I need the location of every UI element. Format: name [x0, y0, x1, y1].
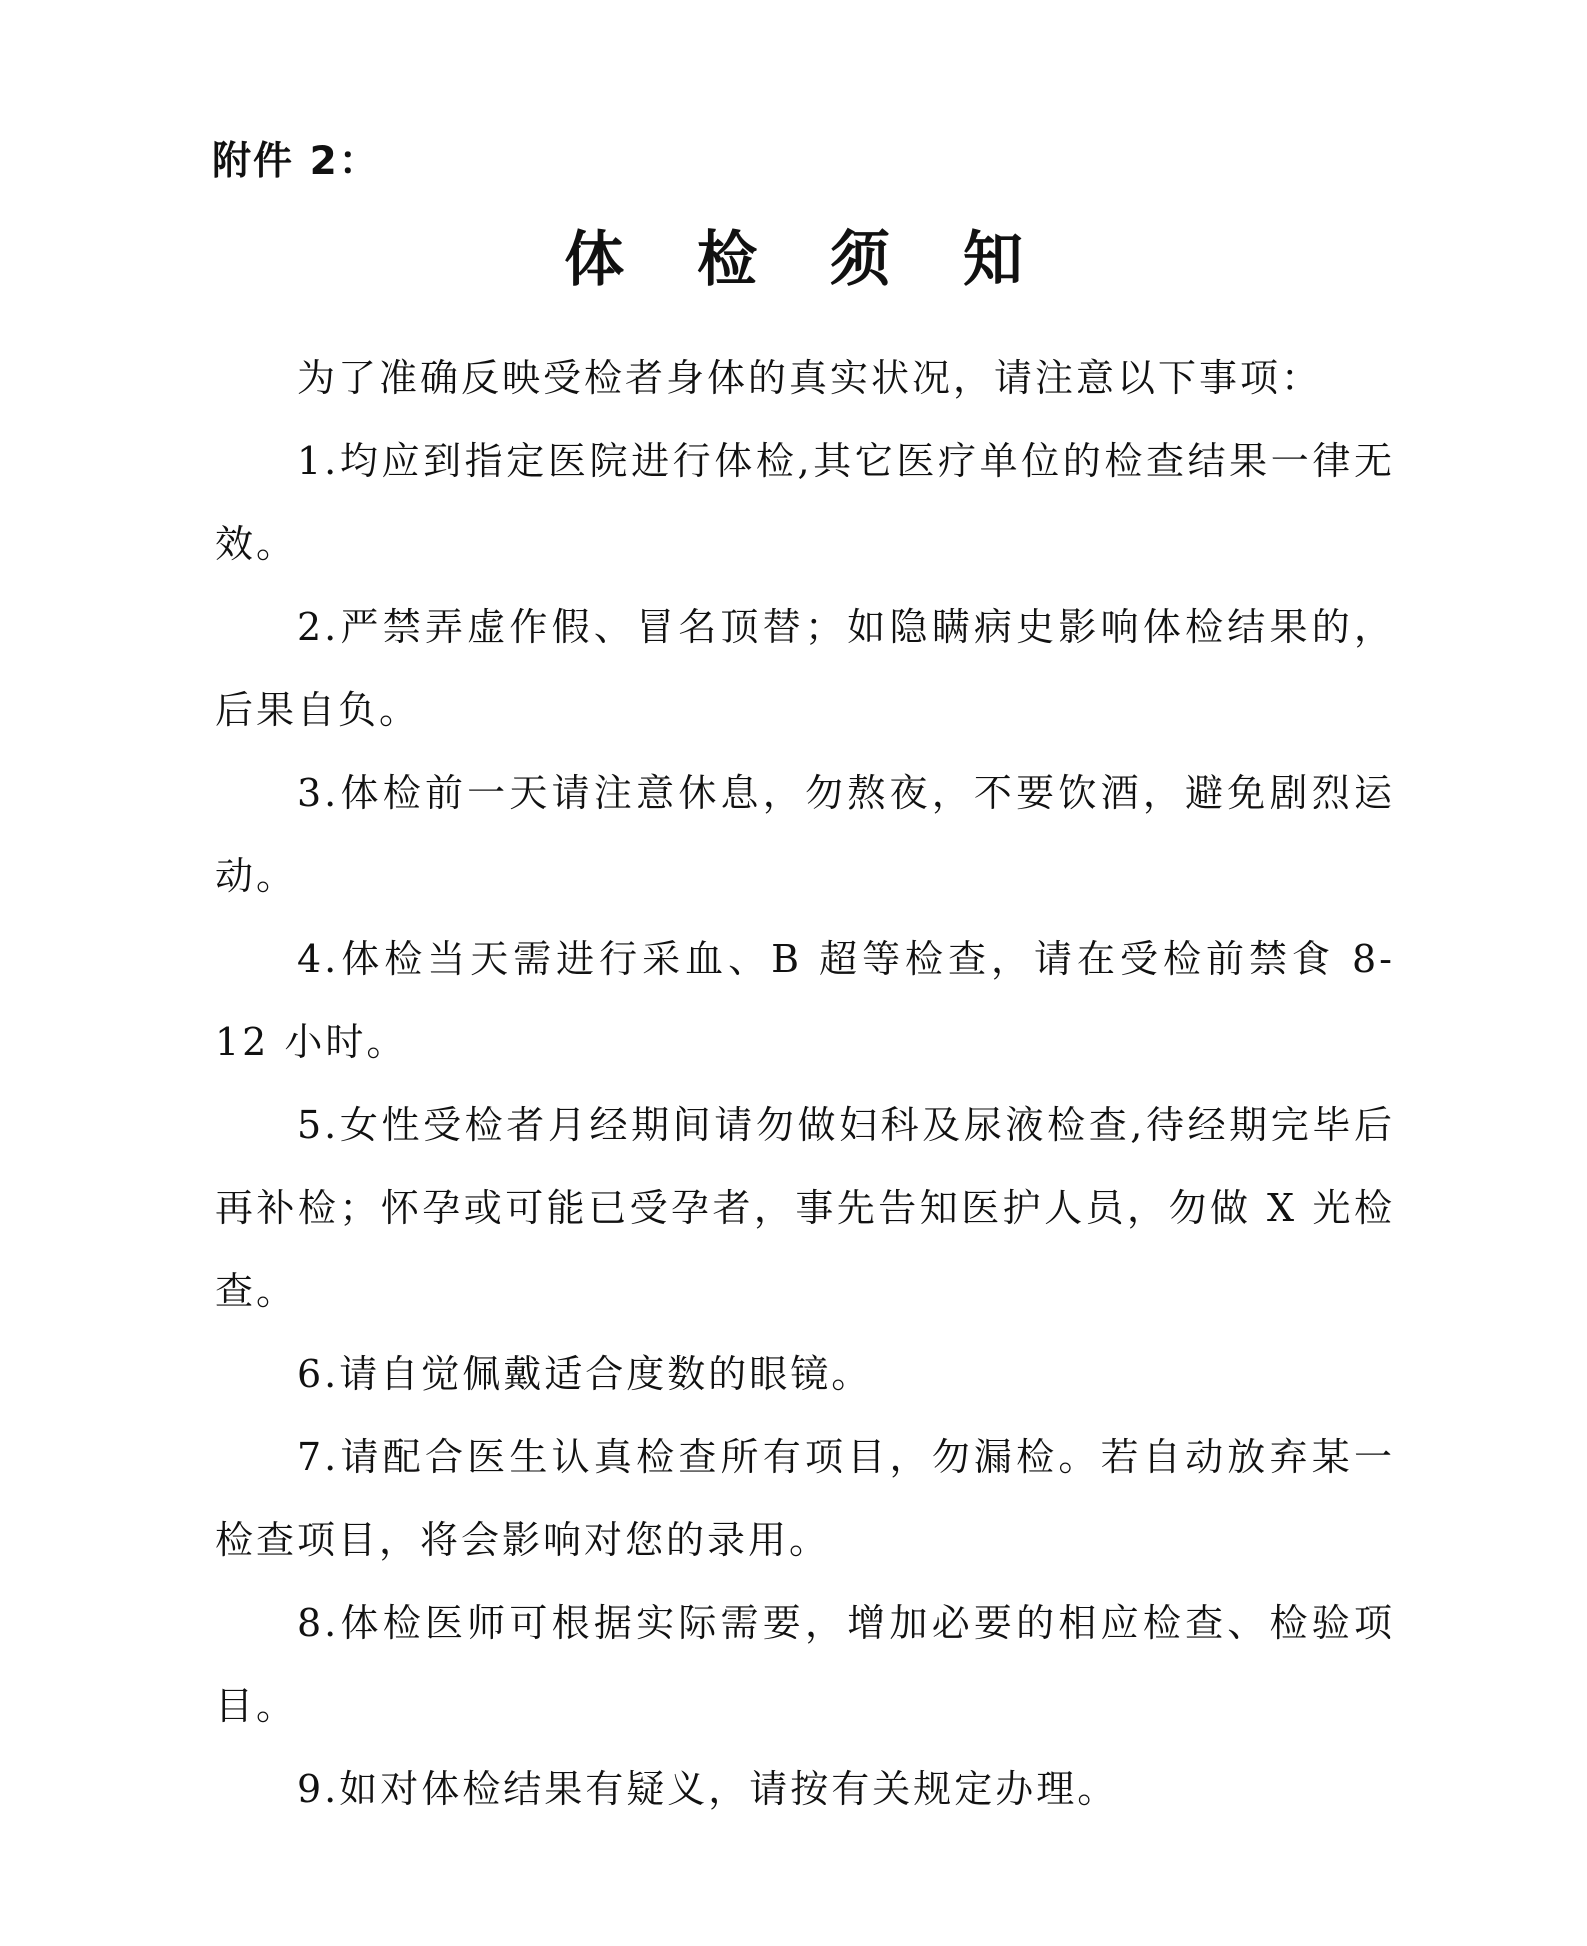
notice-item-5: 5.女性受检者月经期间请勿做妇科及尿液检查,待经期完毕后再补检；怀孕或可能已受孕者，事先告知医护人员，勿做 X 光检查。	[215, 1103, 1395, 1313]
notice-item-1: 1.均应到指定医院进行体检,其它医疗单位的检查结果一律无效。	[215, 439, 1395, 566]
notice-item-2: 2.严禁弄虚作假、冒名顶替；如隐瞒病史影响体检结果的，后果自负。	[215, 605, 1395, 732]
notice-item-9: 9.如对体检结果有疑义，请按有关规定办理。	[297, 1767, 1119, 1811]
page-title: 体 检 须 知	[564, 225, 1049, 295]
attachment-label: 附件 2：	[212, 139, 380, 184]
notice-item-6: 6.请自觉佩戴适合度数的眼镜。	[297, 1352, 873, 1396]
notice-body	[215, 337, 1395, 1831]
notice-item-8: 8.体检医师可根据实际需要，增加必要的相应检查、检验项目。	[215, 1601, 1395, 1728]
notice-item-7: 7.请配合医生认真检查所有项目，勿漏检。若自动放弃某一检查项目，将会影响对您的录用。	[215, 1435, 1395, 1562]
intro-paragraph: 为了准确反映受检者身体的真实状况，请注意以下事项：	[297, 356, 1323, 400]
notice-item-3: 3.体检前一天请注意休息，勿熬夜，不要饮酒，避免剧烈运动。	[215, 771, 1395, 898]
notice-item-4: 4.体检当天需进行采血、B 超等检查，请在受检前禁食 8-12 小时。	[215, 937, 1395, 1064]
